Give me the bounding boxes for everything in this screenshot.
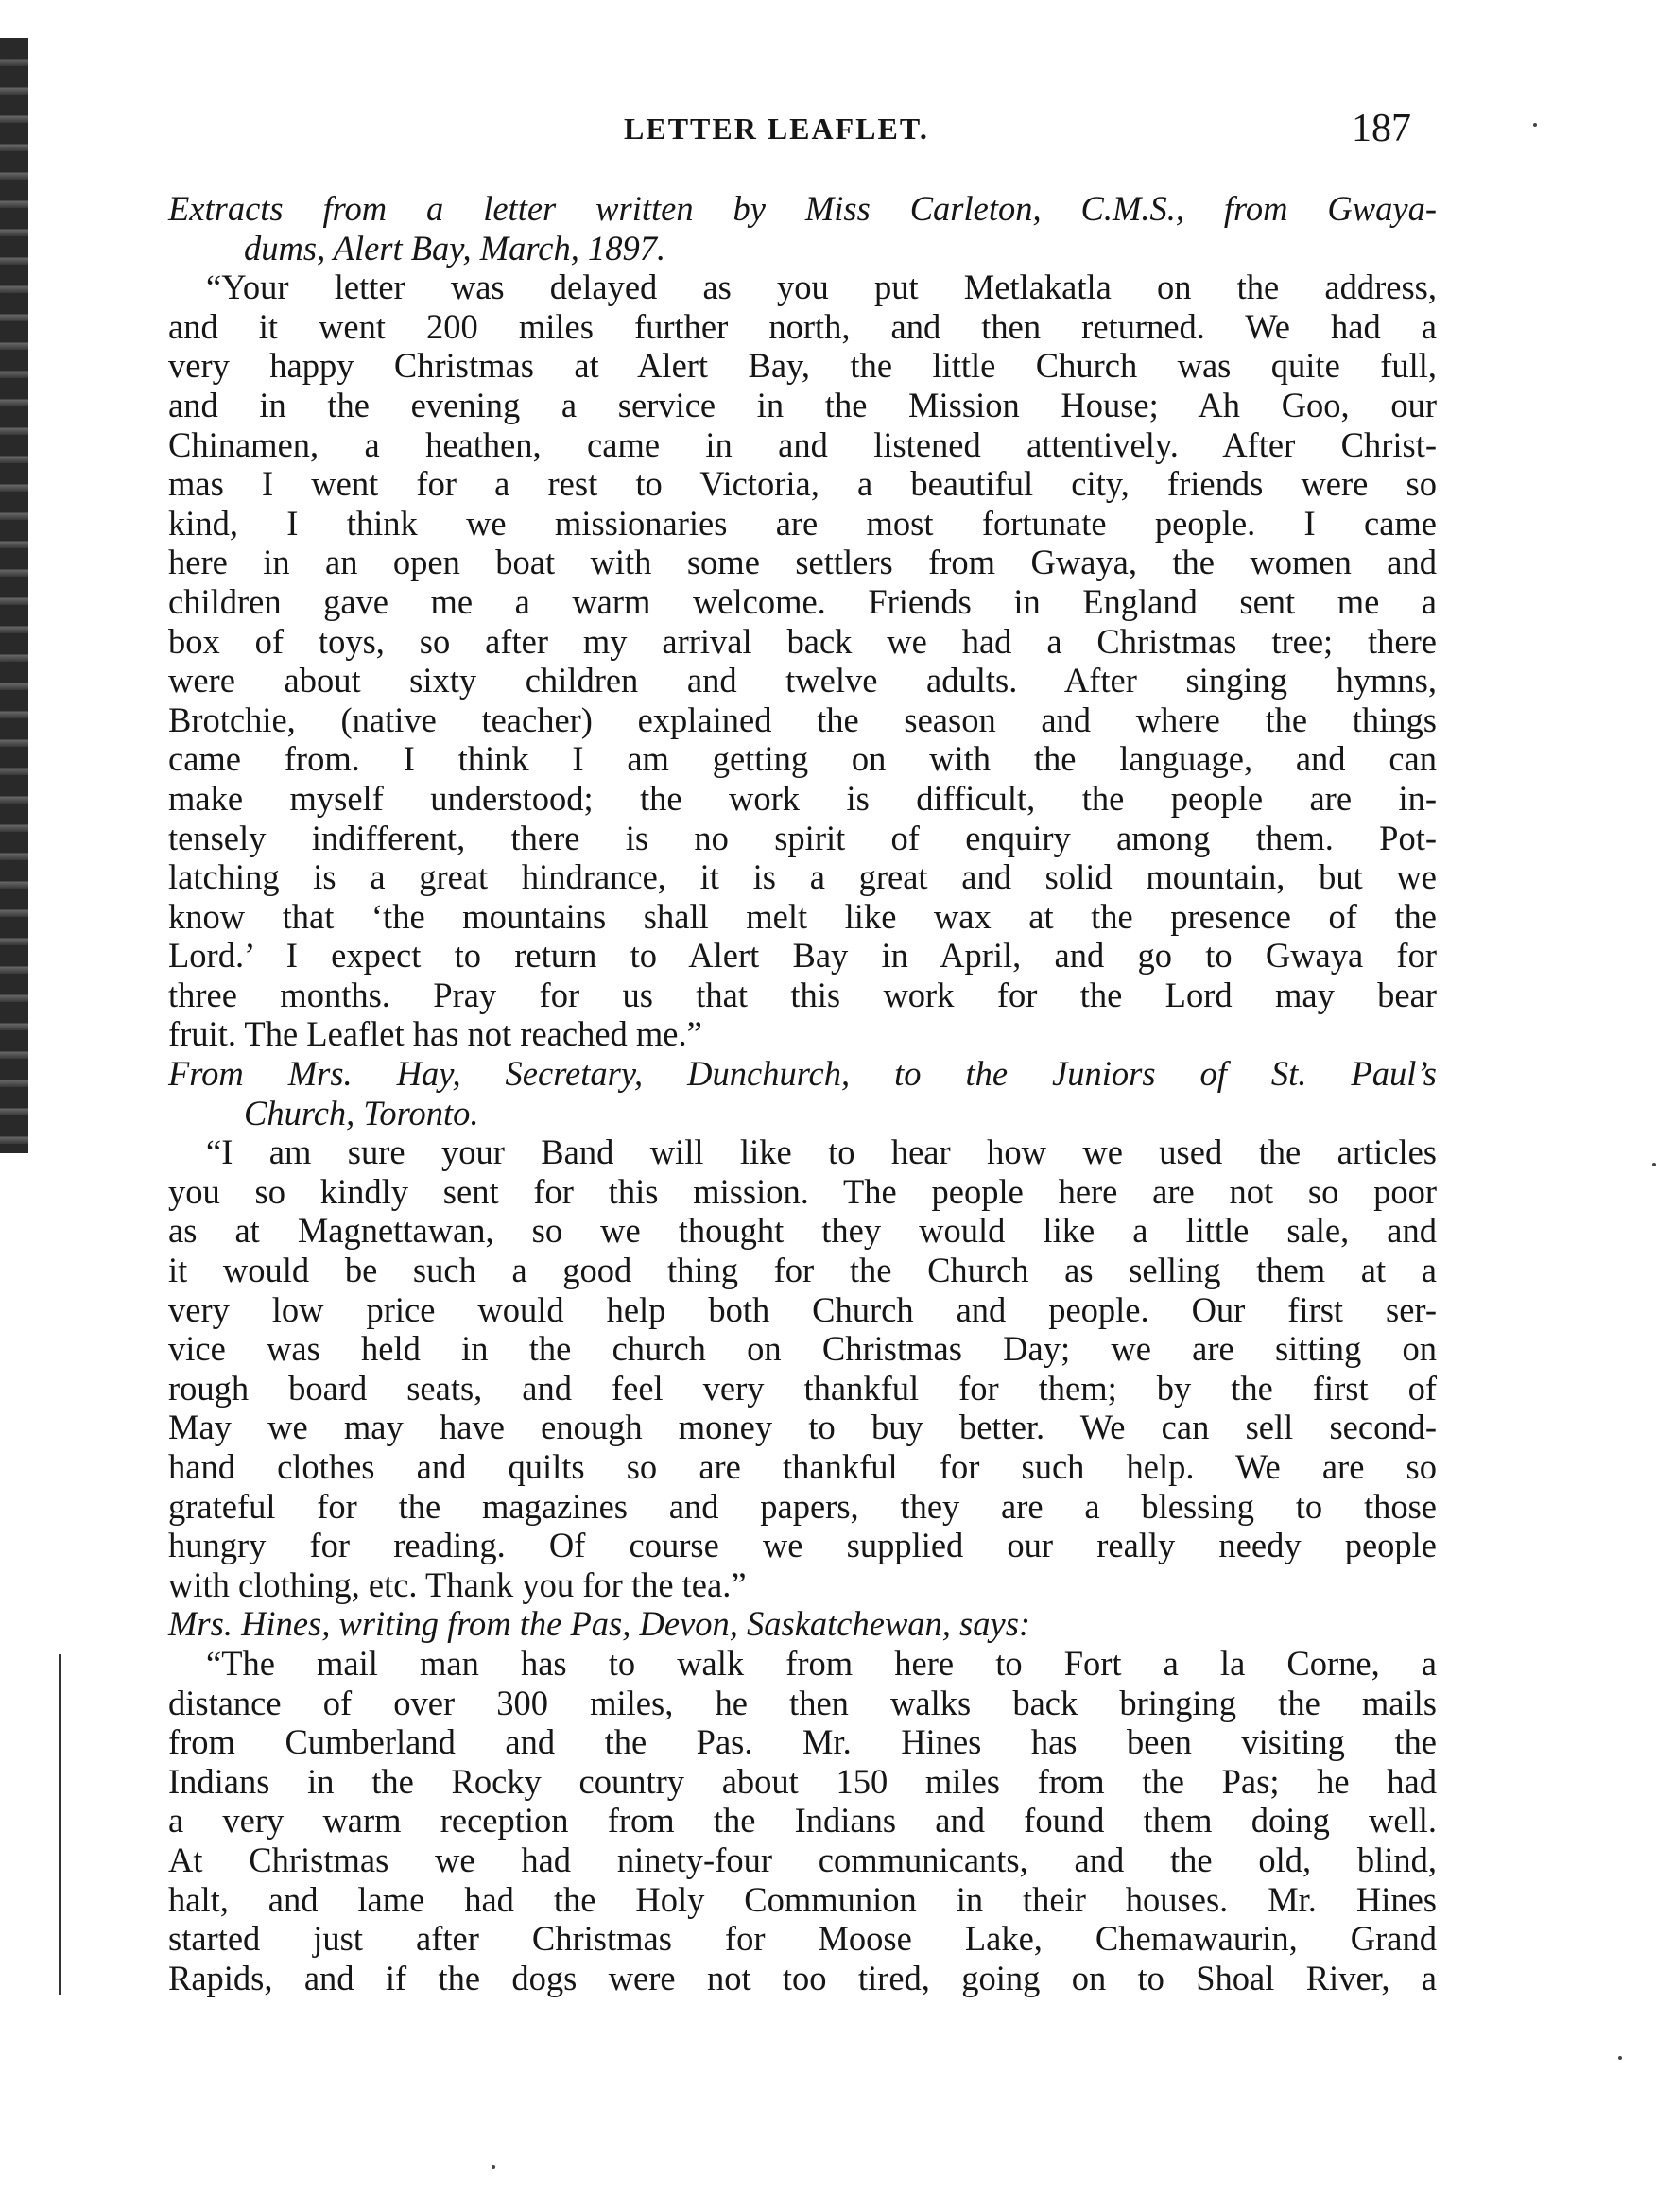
extract-body-line: “Your letter was delayed as you put Metlakatla on the address, bbox=[206, 268, 1437, 307]
extract-body-line: latching is a great hindrance, it is a great and solid mountain, but we bbox=[168, 857, 1437, 897]
extract-heading-line: Extracts from a letter written by Miss Carleton, C.M.S., from Gwaya- bbox=[168, 189, 1437, 228]
running-title: LETTER LEAFLET. bbox=[624, 112, 929, 146]
extract-body-line: distance of over 300 miles, he then walks back bringing the mails bbox=[168, 1683, 1437, 1722]
letter-extracts bbox=[168, 189, 1437, 1997]
extract-body-line: grateful for the magazines and papers, they are a blessing to those bbox=[168, 1486, 1437, 1526]
extract-body-line: know that ‘the mountains shall melt like wax at the presence of the bbox=[168, 896, 1437, 936]
extract-body-line: with clothing, etc. Thank you for the tea.” bbox=[168, 1564, 747, 1604]
extract-body-line: Indians in the Rocky country about 150 miles from the Pas; he had bbox=[168, 1761, 1437, 1801]
page-number: 187 bbox=[1352, 107, 1411, 150]
extract-body-line: Brotchie, (native teacher) explained the season and where the things bbox=[168, 700, 1437, 739]
extract-body-line: very happy Christmas at Alert Bay, the little Church was quite full, bbox=[168, 346, 1437, 386]
extract-body-line: “I am sure your Band will like to hear how we used the articles bbox=[206, 1132, 1437, 1172]
paper-speck bbox=[1618, 2056, 1622, 2060]
page-binding-mark bbox=[59, 1654, 61, 1995]
extract-body-line: make myself understood; the work is difficult, the people are in- bbox=[168, 778, 1437, 818]
extract-body-line: very low price would help both Church and people. Our first ser- bbox=[168, 1289, 1437, 1329]
extract-body-line: fruit. The Leaflet has not reached me.” bbox=[168, 1014, 702, 1054]
extract-body-line: and in the evening a service in the Mission House; Ah Goo, our bbox=[168, 385, 1437, 424]
extract-body-line: Lord.’ I expect to return to Alert Bay in April, and go to Gwaya for bbox=[168, 936, 1437, 976]
letter-extract bbox=[168, 1054, 1437, 1604]
extract-body-line: vice was held in the church on Christmas Day; we are sitting on bbox=[168, 1329, 1437, 1369]
extract-body-line: hungry for reading. Of course we supplied our really needy people bbox=[168, 1526, 1437, 1565]
extract-body-line: came from. I think I am getting on with the language, and can bbox=[168, 739, 1437, 779]
extract-body-line: mas I went for a rest to Victoria, a beautiful city, friends were so bbox=[168, 464, 1437, 504]
extract-body-line: children gave me a warm welcome. Friends in England sent me a bbox=[168, 581, 1437, 621]
extract-body-line: here in an open boat with some settlers from Gwaya, the women and bbox=[168, 543, 1437, 582]
extract-body-line: box of toys, so after my arrival back we had a Christmas tree; there bbox=[168, 621, 1437, 661]
extract-body-line: it would be such a good thing for the Church as selling them at a bbox=[168, 1251, 1437, 1290]
letter-extract bbox=[168, 189, 1437, 1054]
extract-body-line: started just after Christmas for Moose Lake, Chemawaurin, Grand bbox=[168, 1919, 1437, 1959]
paper-speck bbox=[492, 2165, 495, 2169]
extract-body-line: halt, and lame had the Holy Communion in their houses. Mr. Hines bbox=[168, 1879, 1437, 1919]
extract-heading-line: dums, Alert Bay, March, 1897. bbox=[244, 228, 666, 268]
extract-body-line: and it went 200 miles further north, and then returned. We had a bbox=[168, 306, 1437, 346]
extract-body-line: hand clothes and quilts so are thankful for such help. We are so bbox=[168, 1447, 1437, 1486]
extract-heading-line: Mrs. Hines, writing from the Pas, Devon, Saskatchewan, says: bbox=[168, 1604, 1031, 1644]
extract-body-line: kind, I think we missionaries are most fortunate people. I came bbox=[168, 503, 1437, 543]
extract-body-line: a very warm reception from the Indians and found them doing well. bbox=[168, 1801, 1437, 1840]
extract-body-line: as at Magnettawan, so we thought they would like a little sale, and bbox=[168, 1211, 1437, 1251]
extract-body-line: tensely indifferent, there is no spirit of enquiry among them. Pot- bbox=[168, 818, 1437, 857]
extract-body-line: Rapids, and if the dogs were not too tired, going on to Shoal River, a bbox=[168, 1958, 1437, 1997]
extract-body-line: you so kindly sent for this mission. The people here are not so poor bbox=[168, 1171, 1437, 1211]
paper-speck bbox=[1652, 1163, 1656, 1166]
extract-body-line: May we may have enough money to buy better. We can sell second- bbox=[168, 1408, 1437, 1447]
extract-heading-line: Church, Toronto. bbox=[244, 1093, 479, 1132]
extract-body-line: three months. Pray for us that this work for the Lord may bear bbox=[168, 975, 1437, 1014]
page-binding-edge bbox=[0, 38, 28, 1153]
extract-body-line: Chinamen, a heathen, came in and listened attentively. After Christ- bbox=[168, 424, 1437, 464]
letter-extract bbox=[168, 1604, 1437, 1997]
page-header bbox=[0, 107, 1656, 168]
extract-body-line: from Cumberland and the Pas. Mr. Hines has been visiting the bbox=[168, 1722, 1437, 1762]
extract-body-line: were about sixty children and twelve adults. After singing hymns, bbox=[168, 661, 1437, 700]
extract-body-line: “The mail man has to walk from here to Fort a la Corne, a bbox=[206, 1643, 1437, 1683]
extract-heading-line: From Mrs. Hay, Secretary, Dunchurch, to the Juniors of St. Paul’s bbox=[168, 1054, 1437, 1094]
extract-body-line: At Christmas we had ninety-four communicants, and the old, blind, bbox=[168, 1840, 1437, 1879]
extract-body-line: rough board seats, and feel very thankful for them; by the first of bbox=[168, 1368, 1437, 1408]
